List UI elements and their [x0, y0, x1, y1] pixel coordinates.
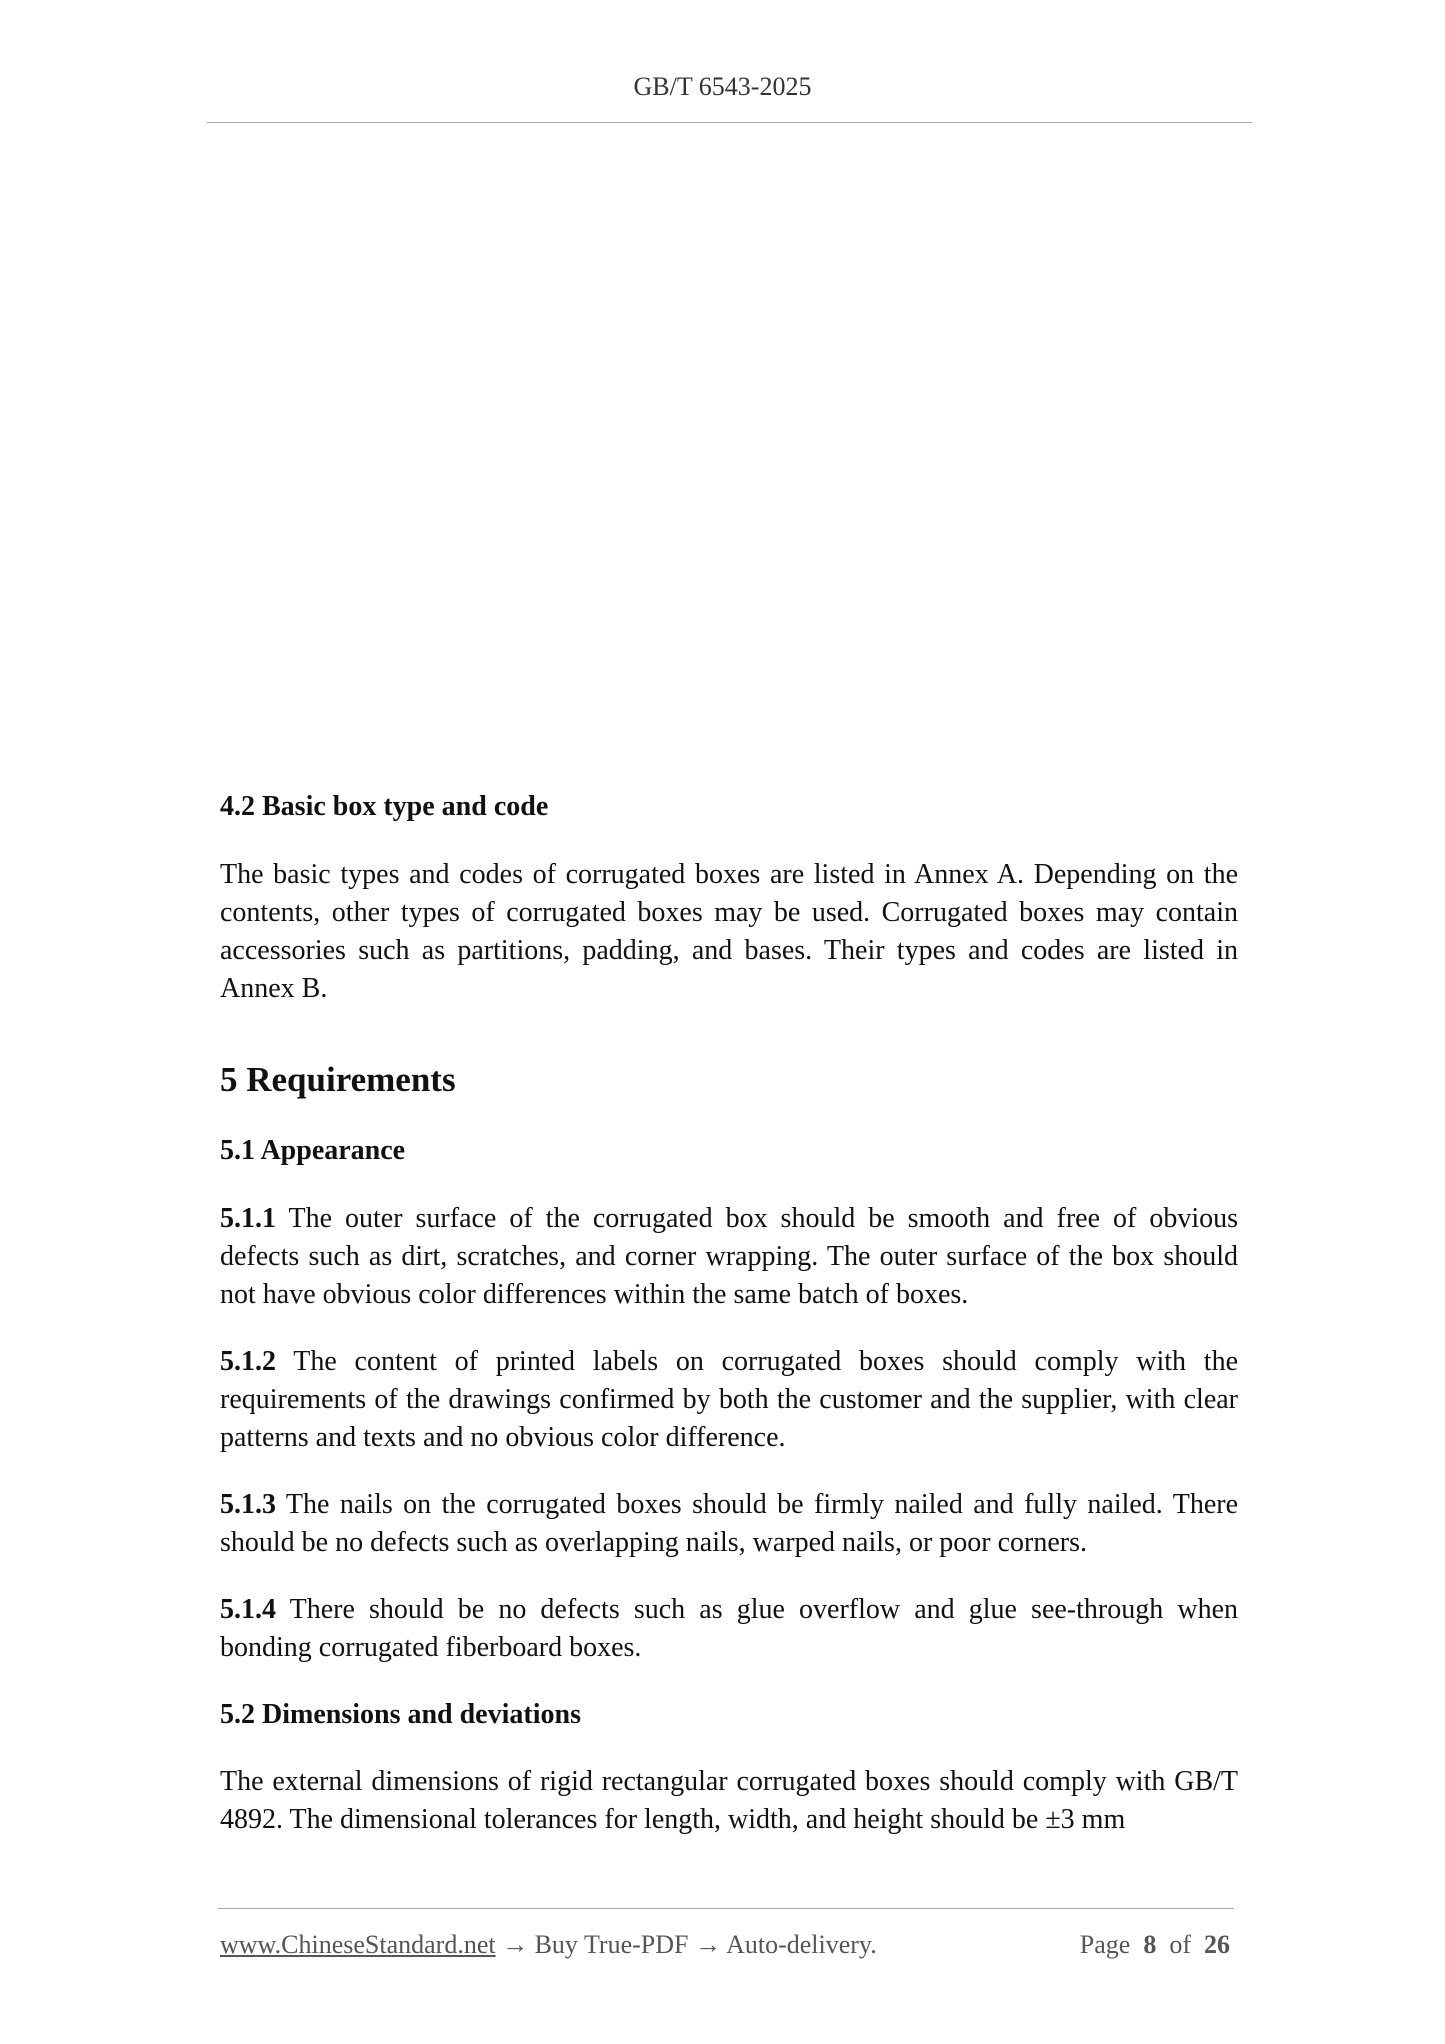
clause-text: There should be no defects such as glue overflow and glue see-through when bonding corrugated fiberboard boxes. [220, 1594, 1238, 1663]
clause-5-1-1 [220, 1200, 1238, 1314]
arrow-right-icon: → [695, 1930, 721, 1959]
clause-number: 5.1.4 [220, 1594, 276, 1625]
page-content [220, 788, 1238, 1839]
section-4-2-paragraph: The basic types and codes of corrugated boxes are listed in Annex A. Depending on the contents, other types of corrugated boxes may be used. Corrugated boxes may contain accessories such as partitions, padding, and bases. Their types and codes are listed in Annex B. [220, 859, 1238, 1004]
section-5-heading: 5 Requirements [220, 1060, 456, 1099]
clause-number: 5.1.1 [220, 1203, 276, 1234]
footer-divider [218, 1908, 1234, 1909]
clause-text: The outer surface of the corrugated box should be smooth and free of obvious defects such as dirt, scratches, and corner wrapping. The outer surface of the box should not have obvious color differences within the same batch of boxes. [220, 1203, 1238, 1310]
arrow-right-icon: → [502, 1930, 529, 1959]
section-5-1-heading: 5.1 Appearance [220, 1135, 406, 1166]
clause-number: 5.1.2 [220, 1346, 276, 1377]
page-label: Page [1079, 1930, 1131, 1959]
clause-5-1-3 [220, 1486, 1238, 1562]
clause-5-1-2 [220, 1343, 1238, 1457]
header-divider [207, 122, 1252, 123]
running-header: GB/T 6543-2025 [633, 72, 812, 101]
page-indicator [1080, 1930, 1230, 1960]
section-4-2-heading: 4.2 Basic box type and code [220, 791, 549, 822]
section-5-2-paragraph: The external dimensions of rigid rectangular corrugated boxes should comply with GB/T 4892. The dimensional tolerances for length, width, and height should be ±3 mm [220, 1766, 1238, 1835]
clause-text: The content of printed labels on corrugated boxes should comply with the requirements of the drawings confirmed by both the customer and the supplier, with clear patterns and texts and no obvious color difference. [220, 1346, 1238, 1453]
site-link[interactable]: www.ChineseStandard.net [220, 1930, 496, 1959]
section-5-2-heading: 5.2 Dimensions and deviations [220, 1699, 581, 1730]
page-total: 26 [1204, 1930, 1230, 1959]
buy-pdf-text: Buy True-PDF [534, 1930, 689, 1959]
clause-number: 5.1.3 [220, 1489, 276, 1520]
clause-text: The nails on the corrugated boxes should be firmly nailed and fully nailed. There should be no defects such as overlapping nails, warped nails, or poor corners. [220, 1489, 1238, 1558]
page-current: 8 [1143, 1930, 1157, 1959]
page-of-label: of [1169, 1930, 1191, 1959]
clause-5-1-4 [220, 1591, 1238, 1667]
footer-promo [220, 1930, 877, 1960]
auto-delivery-text: Auto-delivery. [726, 1930, 877, 1959]
